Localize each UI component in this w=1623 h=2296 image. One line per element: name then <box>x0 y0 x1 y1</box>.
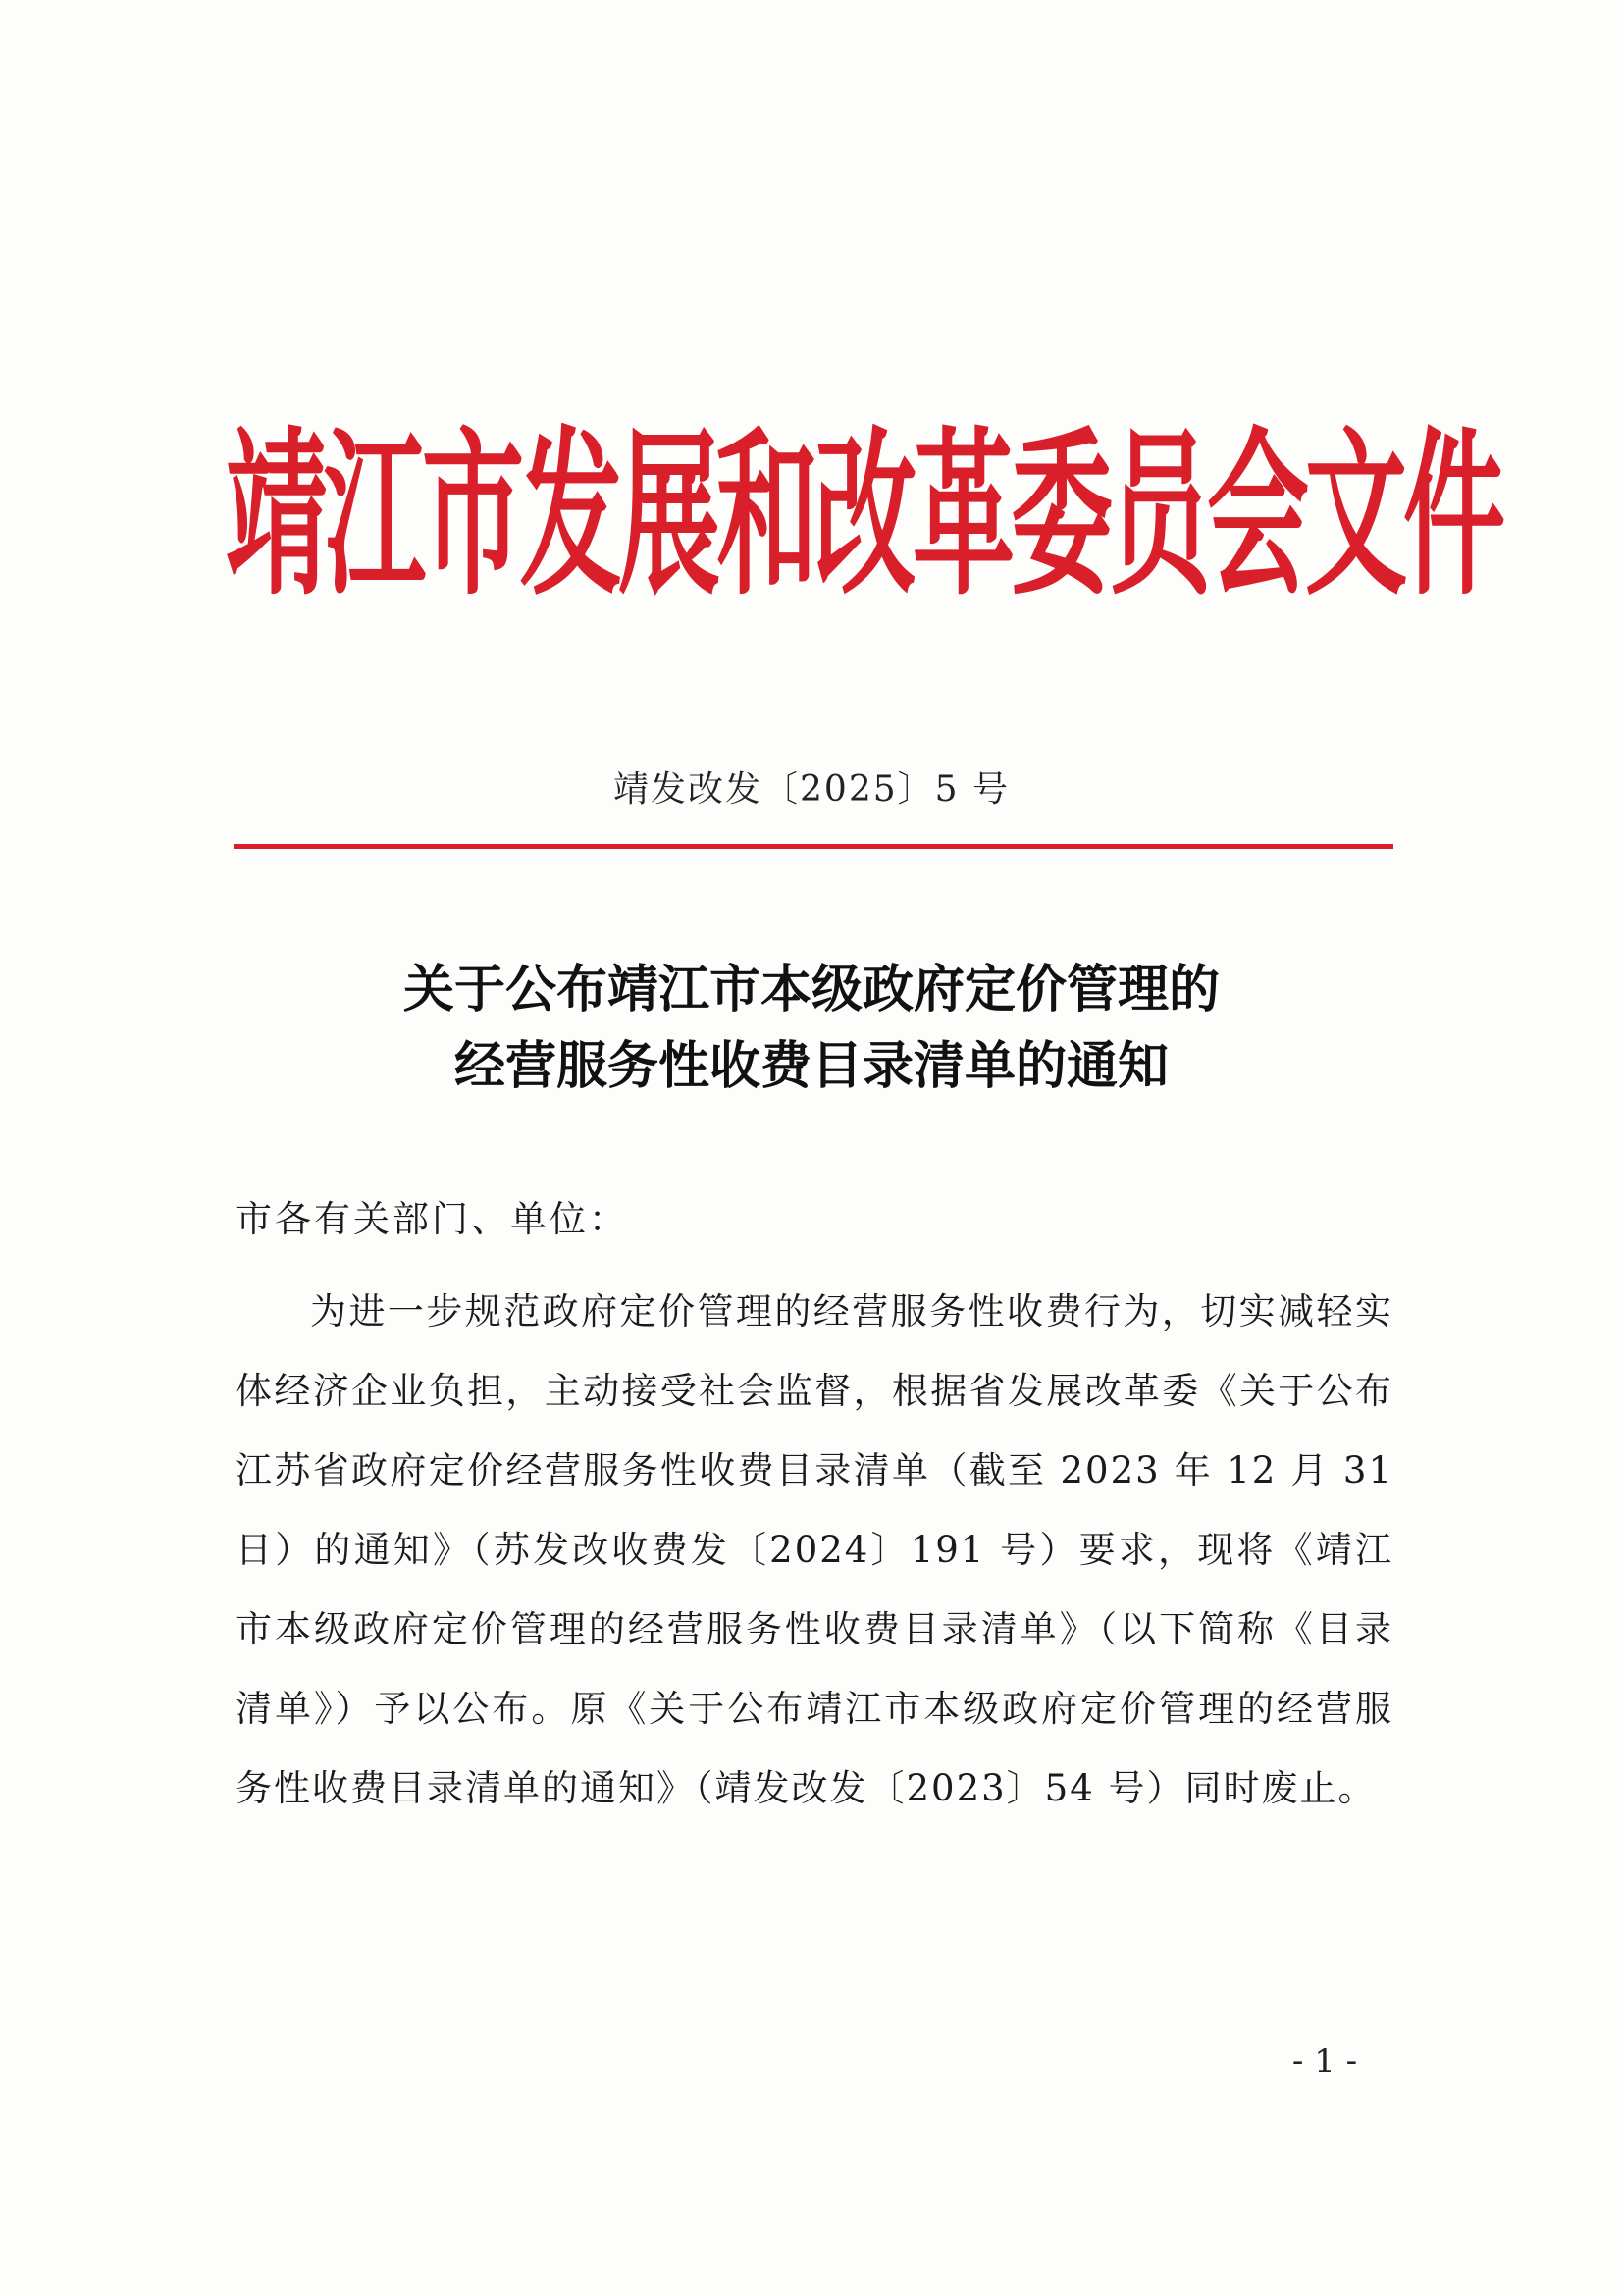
masthead-title: 靖江市发展和改革委员会文件 <box>226 408 1502 620</box>
salutation: 市各有关部门、单位： <box>236 1198 628 1240</box>
page-number: - 1 - <box>1291 2042 1358 2081</box>
notice-title-line-1: 关于公布靖江市本级政府定价管理的 <box>402 960 1220 1019</box>
red-separator-line <box>234 844 1393 849</box>
document-number: 靖发改发〔2025〕5 号 <box>613 769 1010 809</box>
notice-title-line-2: 经营服务性收费目录清单的通知 <box>453 1036 1169 1096</box>
body-paragraph: 为进一步规范政府定价管理的经营服务性收费行为，切实减轻实体经济企业负担，主动接受社会监督，根据省发展改革委《关于公布江苏省政府定价经营服务性收费目录清单（截至 2023 年 12 月 31 日）的通知》（苏发改收费发〔2024〕191 号）要求，现将《靖江市本级政府定价管理的经营服务性收费目录清单》（以下简称《目录清单》）予以公布。原《关于公布靖江市本级政府定价管理的经营服务性收费目录清单的通知》（靖发改发〔2023〕54 号）同时废止。 <box>236 1290 1393 1809</box>
notice-title <box>0 952 1623 1105</box>
